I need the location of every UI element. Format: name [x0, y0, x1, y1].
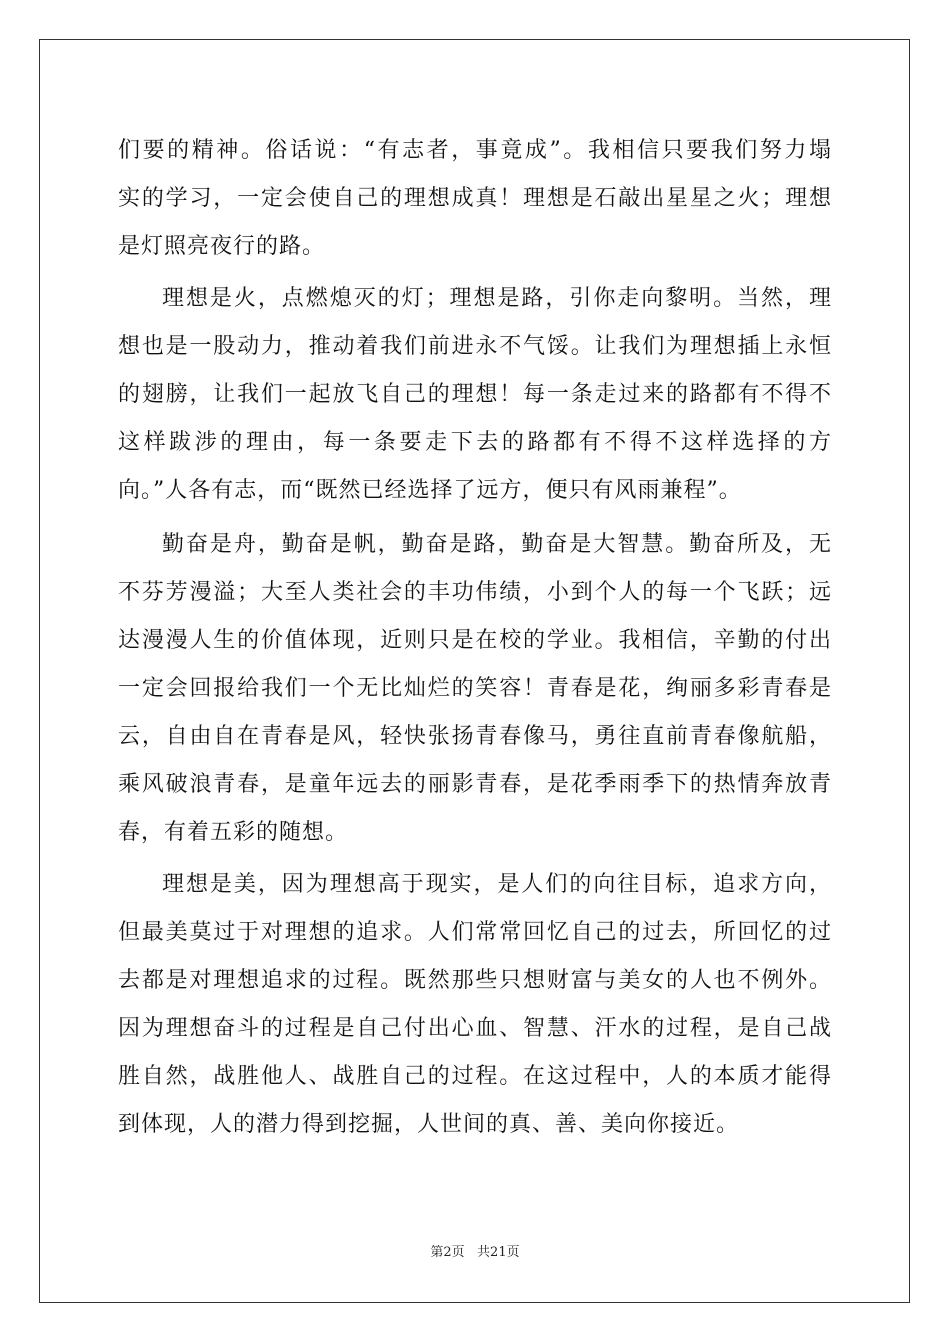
- paragraph-3-line: 一定会回报给我们一个无比灿烂的笑容！青春是花，绚丽多彩青春是: [118, 676, 832, 701]
- paragraph-3-line: 春，有着五彩的随想。: [118, 820, 349, 845]
- paragraph-2-line: 向。”人各有志，而“既然已经选择了远方，便只有风雨兼程”。: [118, 478, 742, 503]
- paragraph-3-line: 不芬芳漫溢；大至人类社会的丰功伟绩，小到个人的每一个飞跃；远: [118, 580, 832, 605]
- paragraph-2-line: 想也是一股动力，推动着我们前进永不气馁。让我们为理想插上永恒: [118, 334, 832, 359]
- paragraph-1-line: 是灯照亮夜行的路。: [118, 234, 326, 259]
- paragraph-2-line: 这样跋涉的理由，每一条要走下去的路都有不得不这样选择的方: [118, 430, 832, 455]
- paragraph-4-line: 但最美莫过于对理想的追求。人们常常回忆自己的过去，所回忆的过: [118, 920, 832, 945]
- paragraph-3-line: 乘风破浪青春，是童年远去的丽影青春，是花季雨季下的热情奔放青: [118, 772, 832, 797]
- paragraph-4-line: 去都是对理想追求的过程。既然那些只想财富与美女的人也不例外。: [118, 968, 832, 993]
- paragraph-1-line: 实的学习，一定会使自己的理想成真！理想是石敲出星星之火；理想: [118, 186, 832, 211]
- paragraph-1-line: 们要的精神。俗话说：“有志者，事竟成”。我相信只要我们努力塌: [118, 138, 832, 163]
- paragraph-4-line: 理想是美，因为理想高于现实，是人们的向往目标，追求方向，: [162, 872, 832, 897]
- paragraph-3-line: 达漫漫人生的价值体现，近则只是在校的学业。我相信，辛勤的付出: [118, 628, 832, 653]
- paragraph-2-line: 理想是火，点燃熄灭的灯；理想是路，引你走向黎明。当然，理: [162, 286, 832, 311]
- paragraph-3-line: 勤奋是舟，勤奋是帆，勤奋是路，勤奋是大智慧。勤奋所及，无: [162, 532, 832, 557]
- page-number-footer: 第2页 共21页: [430, 1245, 520, 1260]
- paragraph-3-line: 云，自由自在青春是风，轻快张扬青春像马，勇往直前青春像航船，: [118, 724, 832, 749]
- paragraph-4-line: 胜自然，战胜他人、战胜自己的过程。在这过程中，人的本质才能得: [118, 1064, 832, 1089]
- paragraph-4-line: 因为理想奋斗的过程是自己付出心血、智慧、汗水的过程，是自己战: [118, 1016, 832, 1041]
- paragraph-4-line: 到体现，人的潜力得到挖掘，人世间的真、善、美向你接近。: [118, 1112, 740, 1137]
- paragraph-2-line: 的翅膀，让我们一起放飞自己的理想！每一条走过来的路都有不得不: [118, 382, 832, 407]
